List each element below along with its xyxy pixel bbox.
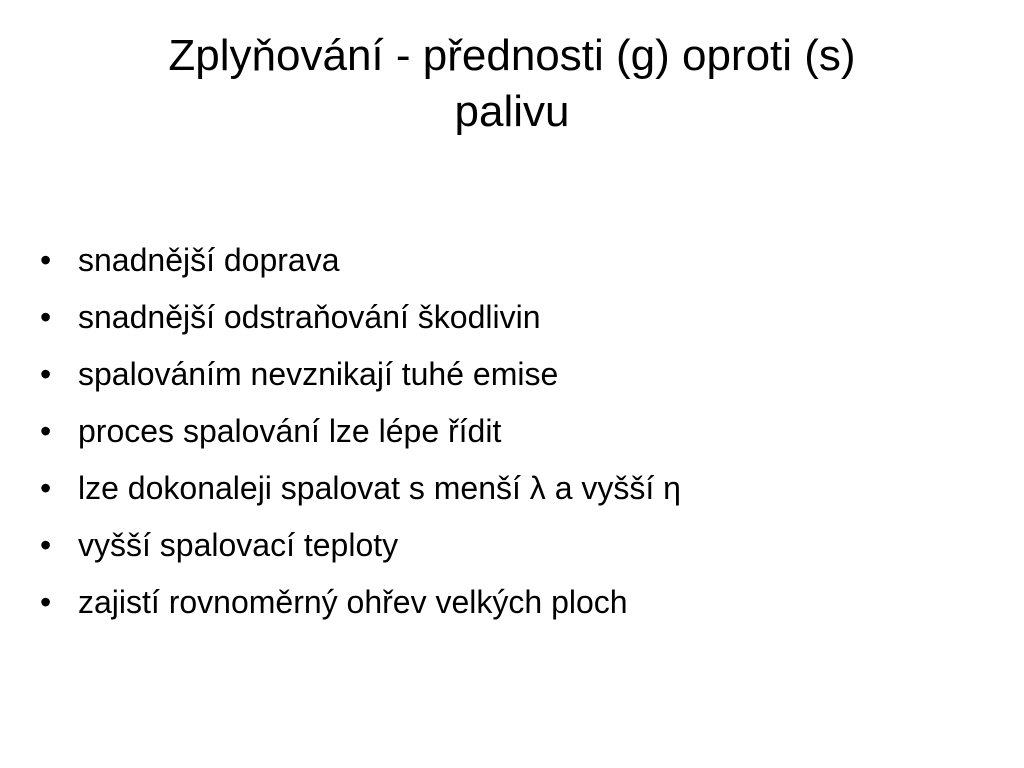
bullet-item	[40, 460, 1000, 517]
slide-title	[0, 28, 1024, 140]
bullet-marker: •	[40, 356, 52, 392]
bullet-marker: •	[40, 299, 52, 335]
slide-title-line-1: Zplyňování - přednosti (g) oproti (s)	[168, 31, 856, 80]
bullet-marker: •	[40, 527, 52, 563]
bullet-item	[40, 346, 1000, 403]
bullet-item	[40, 289, 1000, 346]
bullet-marker: •	[40, 470, 52, 506]
bullet-text: snadnější odstraňování škodlivin	[78, 299, 541, 335]
bullet-marker: •	[40, 413, 52, 449]
bullet-marker: •	[40, 584, 52, 620]
bullet-item	[40, 517, 1000, 574]
bullet-marker: •	[40, 242, 52, 278]
bullet-item	[40, 232, 1000, 289]
bullet-list	[40, 232, 1000, 631]
bullet-text: spalováním nevznikají tuhé emise	[78, 356, 559, 392]
bullet-text: snadnější doprava	[78, 242, 340, 278]
bullet-text: vyšší spalovací teploty	[78, 527, 399, 563]
bullet-text: lze dokonaleji spalovat s menší λ a vyšší η	[78, 470, 681, 506]
bullet-text: proces spalování lze lépe řídit	[78, 413, 502, 449]
slide-title-line-2: palivu	[454, 87, 570, 136]
bullet-item	[40, 403, 1000, 460]
bullet-text: zajistí rovnoměrný ohřev velkých ploch	[78, 584, 628, 620]
bullet-item	[40, 574, 1000, 631]
